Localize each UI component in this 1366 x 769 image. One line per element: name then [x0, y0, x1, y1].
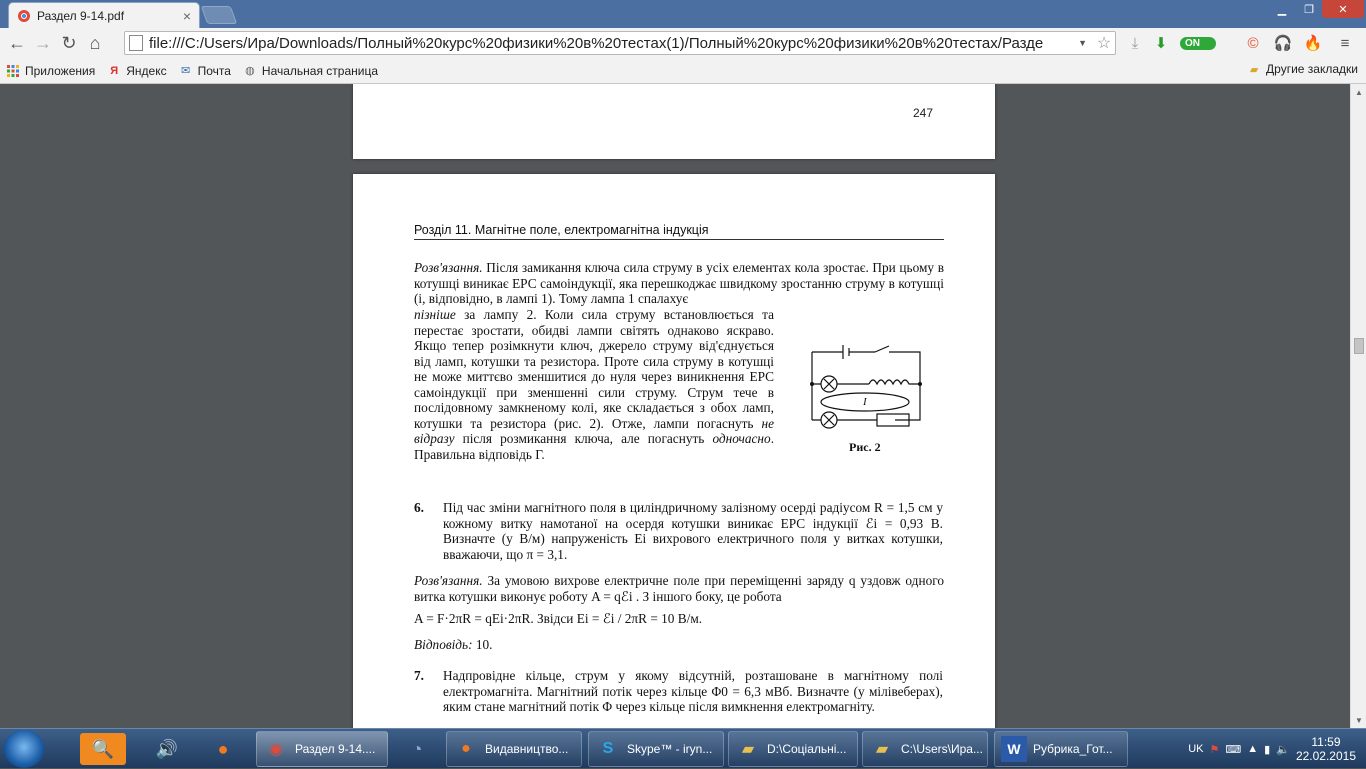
- dropdown-icon[interactable]: ▼: [1078, 38, 1087, 48]
- task-label: Видавництво...: [485, 742, 569, 756]
- word-icon: W: [1001, 736, 1027, 762]
- headphones-icon[interactable]: 🎧: [1273, 35, 1293, 52]
- bookmark-label: Приложения: [25, 63, 96, 78]
- system-tray: [1188, 729, 1366, 769]
- chrome-icon: ◉: [269, 741, 283, 758]
- toggle-label: ON: [1180, 37, 1216, 50]
- emphasis: одночасно: [712, 431, 771, 446]
- solution-text: після розмикання ключа, але погаснуть: [462, 431, 705, 446]
- language-indicator[interactable]: UK: [1188, 743, 1204, 755]
- folder-icon: ▰: [741, 741, 755, 758]
- speaker-app-icon[interactable]: 🔊: [155, 738, 179, 759]
- vertical-scrollbar[interactable]: [1350, 84, 1366, 728]
- solution-text: Після замикання ключа сила струму в усіх елементах кола зростає. При цьому в котушці виникає ЕРС самоіндукції, яка перешкоджає швидкому зростанню струму в котушці (і, відповідно, в лампі 1). Тому лампа 1 спалахує: [414, 260, 944, 306]
- circuit-diagram: [805, 344, 925, 439]
- new-tab-button[interactable]: [201, 6, 238, 24]
- figure-caption: Рис. 2: [849, 440, 881, 454]
- bookmark-other[interactable]: [1247, 62, 1358, 76]
- page-icon: [129, 35, 143, 51]
- scroll-up-icon[interactable]: ▲: [1355, 87, 1363, 97]
- extension-download-icon[interactable]: ⬇: [1154, 35, 1168, 52]
- bookmark-label: Другие закладки: [1266, 62, 1358, 76]
- tab-close-icon[interactable]: ×: [182, 7, 191, 24]
- pdf-page: [353, 174, 995, 728]
- task-word[interactable]: [994, 731, 1128, 767]
- clock-date: 22.02.2015: [1295, 749, 1356, 763]
- bookmark-label: Начальная страница: [261, 63, 379, 78]
- bookmarks-bar: [0, 58, 1366, 84]
- task-label: Рубрика_Гот...: [1033, 742, 1113, 756]
- bookmark-home[interactable]: [243, 64, 378, 78]
- task-label: Skype™ - iryn...: [627, 742, 713, 756]
- question-number: 7.: [414, 668, 424, 683]
- solution-text: . Правильна відповідь Г.: [414, 431, 775, 462]
- maximize-button[interactable]: ❐: [1304, 3, 1314, 16]
- solution-formula: A = F·2πR = qEi·2πR. Звідси Ei = ℰi / 2πR = 10 В/м.: [414, 611, 703, 626]
- bookmark-yandex[interactable]: [107, 64, 166, 78]
- tab-strip: [0, 0, 1366, 28]
- chapter-heading: Розділ 11. Магнітне поле, електромагнітна індукція: [414, 223, 944, 240]
- bookmark-mail[interactable]: [179, 64, 231, 78]
- download-icon[interactable]: ⤓: [1131, 34, 1139, 52]
- bookmark-label: Почта: [197, 63, 231, 78]
- folder-icon: ▰: [875, 741, 889, 758]
- mail-icon: ✉: [180, 65, 191, 77]
- search-app-icon[interactable]: 🔍: [80, 733, 126, 765]
- solution-label: Розв'язання.: [414, 260, 483, 275]
- reload-icon[interactable]: ↻: [61, 32, 77, 53]
- menu-icon[interactable]: ≡: [1340, 34, 1350, 52]
- network-icon[interactable]: ▮: [1264, 743, 1271, 756]
- scroll-down-icon[interactable]: ▼: [1355, 715, 1363, 725]
- answer-line: [414, 637, 714, 653]
- url-text: file:///C:/Users/Ира/Downloads/Полный%20курс%20физики%20в%20тестах(1)/Полный%20курс%20физики%20в%20тестах/Разде: [149, 34, 1044, 52]
- vpn-toggle[interactable]: [1178, 33, 1218, 53]
- solution-paragraph-top: [414, 260, 944, 307]
- clock-time: 11:59: [1311, 735, 1341, 749]
- task-chrome-pdf[interactable]: [256, 731, 388, 767]
- taskbar: [0, 728, 1366, 768]
- start-button[interactable]: [4, 730, 44, 768]
- minimize-button[interactable]: ▁: [1277, 3, 1287, 16]
- page-number: 247: [913, 106, 934, 120]
- task-skype[interactable]: [588, 731, 724, 767]
- current-label: I: [863, 396, 867, 408]
- yandex-icon: Я: [110, 64, 119, 77]
- forward-icon[interactable]: →: [34, 32, 52, 53]
- fire-icon[interactable]: 🔥: [1303, 35, 1323, 52]
- solution-paragraph: [414, 573, 944, 604]
- bookmark-star-icon[interactable]: ☆: [1096, 35, 1112, 52]
- question-text: Надпровідне кільце, струм у якому відсутній, розташоване в магнітному полі електромагніта. Магнітний потік через кільце Φ0 = 6,3 мВб. Визначте (у мілівеберах), яким стане магнітний потік Φ через кільце після вимкнення електромагніту.: [443, 668, 943, 714]
- question-number: 6.: [414, 500, 424, 515]
- chrome-favicon-icon: [17, 9, 31, 23]
- apps-grid-icon: [6, 64, 20, 78]
- bookmark-label: Яндекс: [126, 63, 167, 78]
- tray-arrow-icon[interactable]: ▲: [1247, 743, 1259, 755]
- app-icon[interactable]: ◔: [411, 738, 423, 759]
- circuit-figure: [805, 344, 925, 454]
- task-label: Раздел 9-14....: [295, 742, 376, 756]
- emphasis: не відразу: [414, 415, 774, 446]
- tab-title: Раздел 9-14.pdf: [37, 8, 125, 23]
- volume-icon[interactable]: 🔈: [1276, 743, 1290, 756]
- tab-pdf[interactable]: [8, 2, 200, 28]
- extension-c-icon[interactable]: ©: [1247, 34, 1259, 52]
- skype-icon: S: [602, 740, 614, 757]
- emphasis: пізніше: [414, 307, 456, 322]
- address-bar[interactable]: [124, 31, 1116, 55]
- pdf-viewer[interactable]: [0, 84, 1350, 728]
- solution-paragraph-wrap: [414, 307, 774, 462]
- folder-icon: ▰: [1249, 63, 1259, 76]
- solution-text: за лампу 2. Коли сила струму встановлюється та перестає зростати, обидві лампи світять однаково яскраво. Якщо тепер розімкнути ключ, джерело струму від'єднується від ламп, котушки та резистора. Проте сила струму в котушці не може миттєво зменшитися до нуля через виникнення ЕРС самоіндукції при зменшенні сили струму. Струм тече в послідовному замкненому колі, яке складається з обох ламп, котушки та резистора (рис. 2). Отже, лампи погаснуть: [414, 307, 774, 431]
- task-folder-c[interactable]: [862, 731, 988, 767]
- close-window-button[interactable]: ✕: [1322, 0, 1364, 18]
- answer-label: Відповідь:: [414, 637, 473, 652]
- back-icon[interactable]: ←: [8, 32, 26, 53]
- task-folder-d[interactable]: [728, 731, 858, 767]
- solution-label: Розв'язання.: [414, 573, 483, 588]
- firefox-icon[interactable]: ●: [217, 738, 229, 759]
- question-text: Під час зміни магнітного поля в циліндричному залізному осерді радіусом R = 1,5 см у кожному витку намотаної на осердя котушки виникає ЕРС індукції ℰi = 0,93 В. Визначте (у В/м) напруженість Ei вихрового електричного поля у витках котушки, вважаючи, що π = 3,1.: [443, 500, 943, 562]
- keyboard-icon[interactable]: ⌨: [1225, 743, 1242, 756]
- answer-value: 10.: [475, 637, 493, 652]
- bookmark-apps[interactable]: [6, 64, 95, 78]
- solution-text: За умовою вихрове електричне поле при переміщенні заряду q уздовж одного витка котушки виконує роботу A = qℰi . З іншого боку, це робота: [414, 573, 944, 604]
- home-page-icon: ◍: [245, 65, 255, 77]
- pdf-page: [353, 84, 995, 159]
- task-label: D:\Соціальні...: [767, 742, 847, 756]
- clock[interactable]: [1296, 735, 1356, 763]
- home-icon[interactable]: ⌂: [89, 32, 101, 53]
- flag-icon[interactable]: ⚑: [1209, 743, 1220, 756]
- task-firefox[interactable]: [446, 731, 582, 767]
- task-label: C:\Users\Ира...: [901, 742, 983, 756]
- firefox-icon: ●: [461, 740, 471, 757]
- scroll-thumb[interactable]: [1354, 338, 1364, 354]
